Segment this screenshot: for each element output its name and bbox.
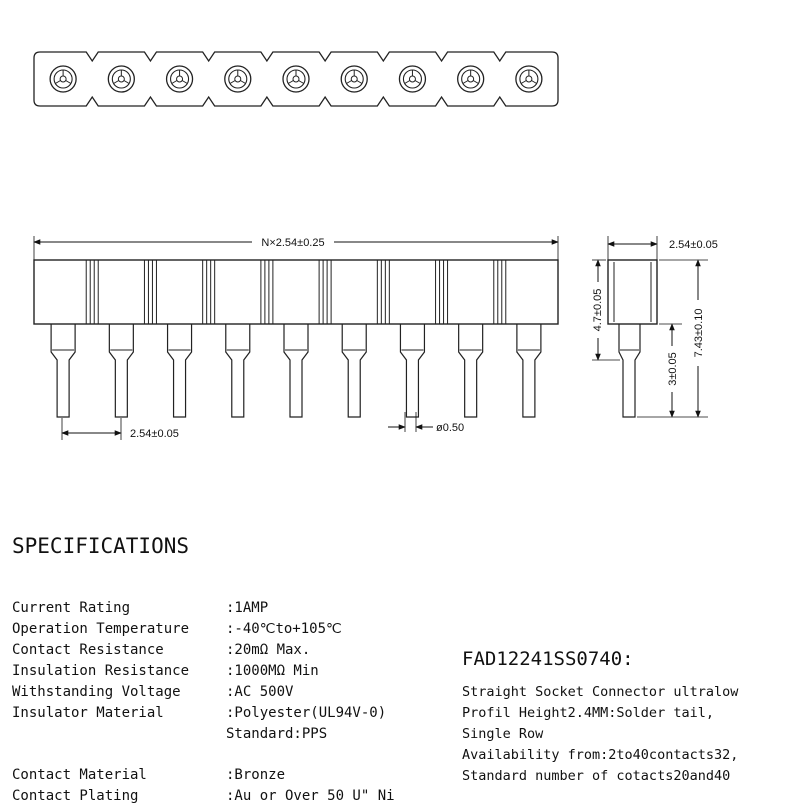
spec-row [12,724,452,745]
contact-pin [86,260,133,417]
description-line: Profil Height2.4MM:Solder tail, [462,705,714,721]
spec-label: Operation Temperature [12,621,190,637]
front-view [34,234,558,440]
product-code: FAD12241SS0740: [462,648,634,670]
description-line: Straight Socket Connector ultralow [462,684,739,700]
tail-length-dimension [637,324,682,417]
overall-height-label: 7.43±0.10 [693,308,705,358]
contact-pin [51,324,75,417]
body-height-label: 4.7±0.05 [592,288,604,332]
spec-value: :1000MΩ Min [226,663,319,679]
socket-hole [225,66,251,92]
spec-label: Contact Resistance [12,642,164,658]
spec-label: Contact Plating [12,788,139,804]
side-view [589,236,718,417]
description-line: Standard number of cotacts20and40 [462,768,731,784]
socket-hole [341,66,367,92]
pin-diameter-dimension [388,412,464,434]
contact-pin [261,260,308,417]
socket-hole [516,66,542,92]
spec-row [12,598,452,619]
product-description [462,682,798,787]
pitch-label: 2.54±0.05 [130,428,179,440]
pitch-dimension [62,418,179,440]
specifications-title: SPECIFICATIONS [12,534,190,558]
tail-length-label: 3±0.05 [667,352,679,386]
overall-length-label: N×2.54±0.25 [261,237,325,249]
spec-label [12,724,226,745]
spec-value: :AC 500V [226,684,294,700]
spec-value: :Au or Over 50 U" Ni [226,788,395,804]
spec-label: Withstanding Voltage [12,684,181,700]
spec-value: :20mΩ Max. [226,642,311,658]
spec-value: :Bronze [226,767,286,783]
top-view [34,52,558,106]
socket-hole [108,66,134,92]
spec-value: :-40℃to+105℃ [226,621,342,637]
spec-value: :1AMP [226,600,269,616]
socket-hole [167,66,193,92]
side-contact [619,324,640,417]
contact-pin [203,260,250,417]
side-width-dimension [608,236,718,262]
socket-hole [399,66,425,92]
overall-length-dimension [34,234,558,262]
pin-diameter-label: ø0.50 [436,422,465,434]
contact-pin [319,260,366,417]
spec-row [12,619,452,640]
description-line: Availability from:2to40contacts32, [462,747,739,763]
spec-label: Contact Material [12,767,147,783]
contact-pin [377,260,424,417]
spec-label: Insulation Resistance [12,663,190,679]
spec-value: :Polyester(UL94V-0) [226,705,387,721]
front-body [34,260,558,324]
socket-hole [458,66,484,92]
top-view-sockets [50,66,542,92]
spec-row [12,682,452,703]
side-body [608,260,657,324]
contact-pin [436,260,483,417]
spec-row [12,640,452,661]
socket-hole [50,66,76,92]
spec-row [12,786,452,807]
spec-label: Current Rating [12,600,131,616]
spec-value: Standard:PPS [226,726,328,742]
spec-row [12,703,452,724]
front-contacts [51,260,541,417]
body-height-dimension [589,260,620,360]
specifications-table [12,598,452,807]
contact-pin [144,260,191,417]
description-line: Single Row [462,726,544,742]
socket-hole [283,66,309,92]
spec-gap [12,745,452,765]
spec-row [12,661,452,682]
spec-row [12,765,452,786]
spec-label: Insulator Material [12,705,164,721]
contact-pin [494,260,541,417]
side-width-label: 2.54±0.05 [669,239,718,251]
overall-height-dimension [659,260,708,417]
